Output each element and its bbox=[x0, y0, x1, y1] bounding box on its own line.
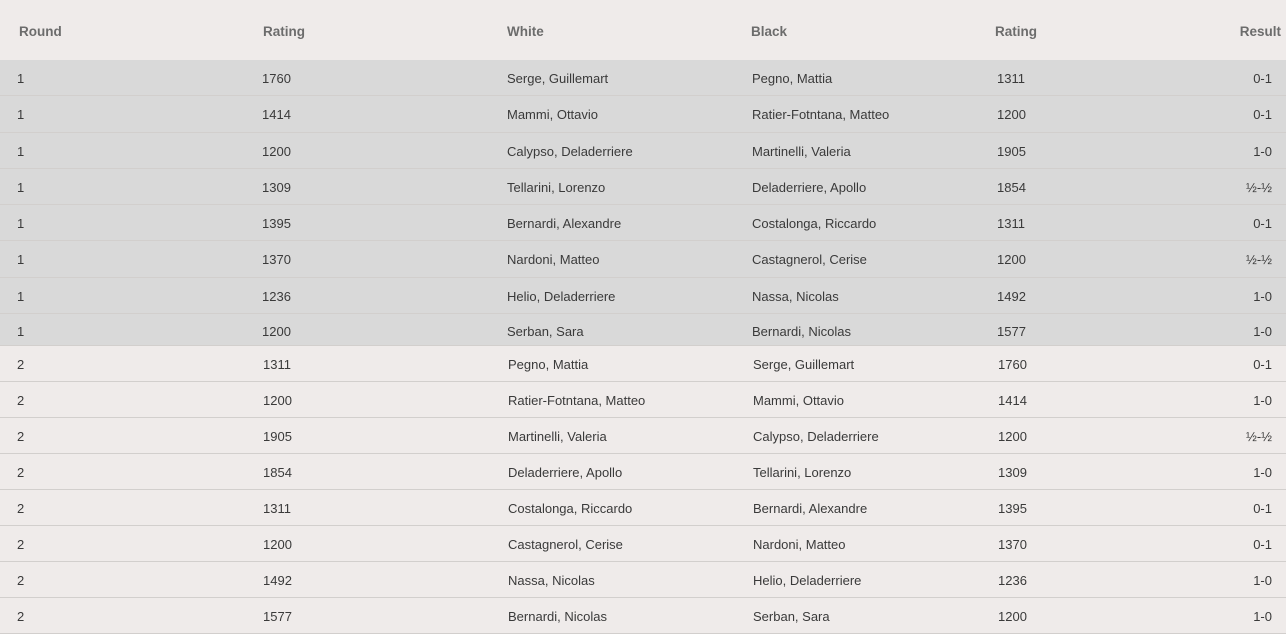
table-row[interactable] bbox=[0, 278, 1286, 314]
cell-black-rating: 1200 bbox=[997, 107, 1026, 122]
cell-round: 1 bbox=[17, 107, 25, 122]
cell-black-player: Castagnerol, Cerise bbox=[752, 252, 867, 267]
cell-black-player: Serge, Guillemart bbox=[753, 357, 855, 372]
cell-black-rating: 1311 bbox=[997, 216, 1025, 231]
cell-result: 0-1 bbox=[1253, 216, 1272, 231]
cell-white-rating: 1854 bbox=[263, 465, 292, 480]
cell-white-rating: 1905 bbox=[263, 429, 292, 444]
cell-white-rating: 1577 bbox=[263, 609, 292, 624]
cell-result: 0-1 bbox=[1253, 71, 1272, 86]
cell-white-player: Bernardi, Alexandre bbox=[507, 216, 622, 231]
cell-white-player: Costalonga, Riccardo bbox=[508, 501, 633, 516]
cell-black-rating: 1200 bbox=[998, 429, 1027, 444]
cell-white-rating: 1760 bbox=[262, 71, 291, 86]
cell-black-player: Costalonga, Riccardo bbox=[752, 216, 877, 231]
cell-black-player: Mammi, Ottavio bbox=[753, 393, 845, 408]
cell-black-player: Serban, Sara bbox=[753, 609, 830, 624]
table-row[interactable] bbox=[0, 169, 1286, 205]
table-header bbox=[0, 0, 1286, 61]
table-row[interactable] bbox=[0, 526, 1286, 562]
cell-white-rating: 1414 bbox=[262, 107, 291, 122]
cell-black-rating: 1905 bbox=[997, 144, 1026, 159]
cell-round: 2 bbox=[17, 429, 25, 444]
cell-white-rating: 1311 bbox=[263, 357, 291, 372]
cell-white-player: Martinelli, Valeria bbox=[508, 429, 607, 444]
table-row[interactable] bbox=[0, 418, 1286, 454]
cell-white-rating: 1200 bbox=[263, 393, 292, 408]
cell-black-rating: 1492 bbox=[997, 289, 1026, 304]
cell-black-rating: 1309 bbox=[998, 465, 1027, 480]
col-header-result[interactable]: Result bbox=[1239, 24, 1281, 39]
cell-white-rating: 1370 bbox=[262, 252, 291, 267]
cell-round: 2 bbox=[17, 465, 25, 480]
cell-result: ½-½ bbox=[1245, 252, 1272, 267]
cell-black-rating: 1577 bbox=[997, 324, 1026, 339]
cell-round: 2 bbox=[17, 393, 25, 408]
cell-white-player: Calypso, Deladerriere bbox=[507, 144, 633, 159]
cell-round: 1 bbox=[17, 289, 25, 304]
table-row[interactable] bbox=[0, 346, 1286, 382]
cell-white-rating: 1309 bbox=[262, 180, 291, 195]
cell-result: 1-0 bbox=[1253, 144, 1272, 159]
cell-result: 0-1 bbox=[1253, 107, 1272, 122]
cell-result: ½-½ bbox=[1245, 180, 1272, 195]
cell-result: 1-0 bbox=[1253, 324, 1272, 339]
cell-white-rating: 1200 bbox=[263, 537, 292, 552]
table-row[interactable] bbox=[0, 598, 1286, 634]
cell-result: ½-½ bbox=[1245, 429, 1272, 444]
cell-white-rating: 1395 bbox=[262, 216, 291, 231]
cell-white-rating: 1200 bbox=[262, 324, 291, 339]
cell-white-player: Nassa, Nicolas bbox=[508, 573, 595, 588]
cell-black-rating: 1854 bbox=[997, 180, 1026, 195]
cell-result: 1-0 bbox=[1253, 465, 1272, 480]
cell-black-rating: 1370 bbox=[998, 537, 1027, 552]
cell-black-rating: 1236 bbox=[998, 573, 1027, 588]
cell-white-rating: 1200 bbox=[262, 144, 291, 159]
cell-result: 1-0 bbox=[1253, 573, 1272, 588]
cell-round: 2 bbox=[17, 609, 25, 624]
cell-result: 1-0 bbox=[1253, 609, 1272, 624]
cell-black-rating: 1760 bbox=[998, 357, 1027, 372]
cell-white-player: Mammi, Ottavio bbox=[507, 107, 599, 122]
cell-result: 1-0 bbox=[1253, 289, 1272, 304]
cell-white-rating: 1236 bbox=[262, 289, 291, 304]
cell-black-player: Bernardi, Nicolas bbox=[752, 324, 851, 339]
cell-black-player: Calypso, Deladerriere bbox=[753, 429, 879, 444]
cell-white-player: Ratier-Fotntana, Matteo bbox=[508, 393, 646, 408]
col-header-black[interactable]: Black bbox=[751, 24, 788, 39]
cell-white-player: Bernardi, Nicolas bbox=[508, 609, 607, 624]
cell-white-player: Nardoni, Matteo bbox=[507, 252, 600, 267]
cell-black-player: Deladerriere, Apollo bbox=[752, 180, 867, 195]
table-row[interactable] bbox=[0, 241, 1286, 278]
col-header-black-rating[interactable]: Rating bbox=[995, 24, 1037, 39]
table-row[interactable] bbox=[0, 60, 1286, 96]
table-row[interactable] bbox=[0, 96, 1286, 133]
table-row[interactable] bbox=[0, 133, 1286, 169]
cell-black-rating: 1200 bbox=[997, 252, 1026, 267]
col-header-white[interactable]: White bbox=[507, 24, 544, 39]
cell-round: 2 bbox=[17, 537, 25, 552]
cell-round: 1 bbox=[17, 180, 25, 195]
cell-black-player: Helio, Deladerriere bbox=[753, 573, 862, 588]
cell-black-player: Nassa, Nicolas bbox=[752, 289, 839, 304]
cell-result: 0-1 bbox=[1253, 501, 1272, 516]
cell-black-rating: 1311 bbox=[997, 71, 1025, 86]
cell-black-rating: 1200 bbox=[998, 609, 1027, 624]
cell-white-player: Serban, Sara bbox=[507, 324, 584, 339]
table-row[interactable] bbox=[0, 562, 1286, 598]
cell-black-player: Bernardi, Alexandre bbox=[753, 501, 868, 516]
cell-black-player: Martinelli, Valeria bbox=[752, 144, 851, 159]
cell-black-player: Ratier-Fotntana, Matteo bbox=[752, 107, 890, 122]
cell-white-player: Helio, Deladerriere bbox=[507, 289, 616, 304]
cell-result: 0-1 bbox=[1253, 537, 1272, 552]
cell-white-player: Tellarini, Lorenzo bbox=[507, 180, 606, 195]
table-row[interactable] bbox=[0, 314, 1286, 346]
table-row[interactable] bbox=[0, 205, 1286, 241]
cell-white-rating: 1311 bbox=[263, 501, 291, 516]
cell-black-player: Tellarini, Lorenzo bbox=[753, 465, 852, 480]
cell-round: 1 bbox=[17, 71, 25, 86]
cell-result: 1-0 bbox=[1253, 393, 1272, 408]
cell-round: 2 bbox=[17, 501, 25, 516]
cell-round: 2 bbox=[17, 357, 25, 372]
cell-round: 1 bbox=[17, 252, 25, 267]
cell-white-player: Castagnerol, Cerise bbox=[508, 537, 623, 552]
col-header-round[interactable]: Round bbox=[19, 24, 62, 39]
cell-round: 1 bbox=[17, 216, 25, 231]
col-header-white-rating[interactable]: Rating bbox=[263, 24, 305, 39]
cell-white-player: Deladerriere, Apollo bbox=[508, 465, 623, 480]
cell-result: 0-1 bbox=[1253, 357, 1272, 372]
cell-black-player: Pegno, Mattia bbox=[752, 71, 833, 86]
table-row[interactable] bbox=[0, 454, 1286, 490]
cell-white-player: Pegno, Mattia bbox=[508, 357, 589, 372]
table-row[interactable] bbox=[0, 382, 1286, 418]
cell-round: 1 bbox=[17, 144, 25, 159]
cell-white-player: Serge, Guillemart bbox=[507, 71, 609, 86]
cell-round: 1 bbox=[17, 324, 25, 339]
table-row[interactable] bbox=[0, 490, 1286, 526]
cell-black-rating: 1395 bbox=[998, 501, 1027, 516]
cell-white-rating: 1492 bbox=[263, 573, 292, 588]
cell-black-rating: 1414 bbox=[998, 393, 1027, 408]
cell-black-player: Nardoni, Matteo bbox=[753, 537, 846, 552]
cell-round: 2 bbox=[17, 573, 25, 588]
